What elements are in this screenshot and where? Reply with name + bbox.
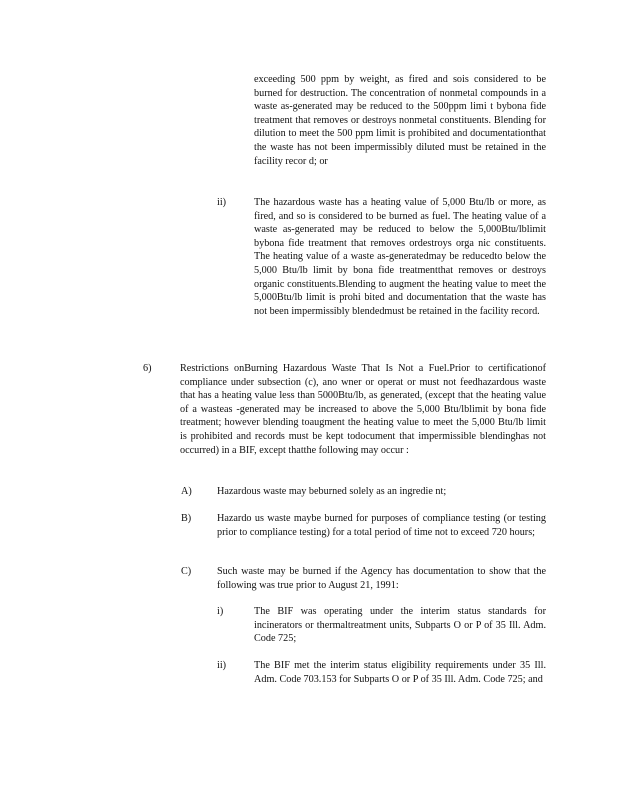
item-c-ii-label: ii): [217, 660, 227, 671]
item-a-label: A): [181, 486, 192, 497]
item-ii-label: ii): [217, 197, 227, 208]
item-c-i-text: The BIF was operating under the interim status standards for incinerators or thermaltreatment units, Subparts O or P of 35 Ill. Adm. Code 725;: [254, 606, 546, 645]
item-c-i-label: i): [217, 606, 224, 617]
item-a-text: Hazardous waste may beburned solely as an ingredie nt;: [217, 486, 447, 497]
item-b-label: B): [181, 513, 192, 524]
section-6-label: 6): [143, 363, 152, 374]
item-c-ii-text: The BIF met the interim status eligibility requirements under 35 Ill. Adm. Code 703.153 for Subparts O or P of 35 Ill. Adm. Code 725; and: [254, 660, 546, 685]
item-c-label: C): [181, 566, 192, 577]
item-ii-text: The hazardous waste has a heating value of 5,000 Btu/lb or more, as fired, and so is considered to be burned as fuel. The heating value of a waste as-generated may be reduced to below the 5,000Btu/lblimit bybona fide treatment that removes ordestroys orga nic constituents. The heating value of a waste as-generatedmay be reducedto below the 5,000 Btu/lb limit by bona fide treatmentthat removes or destroys organic constituents.Blending to augment the heating value to meet the 5,000Btu/lb limit is prohi bited and documentation that the waste has not been impermissibly blendedmust be retained in the facility record.: [254, 197, 546, 317]
continuation-paragraph: exceeding 500 ppm by weight, as fired and sois considered to be burned for destruction. The concentration of nonmetal compounds in a waste as-generated may be reduced to the 500ppm limi t bybona fide treatment that removes or destroys nonmetal constituents. Blending for dilution to meet the 500 ppm limit is prohibited and documentationthat the waste has not been impermissibly diluted must be retained in the facility recor d; or: [254, 74, 546, 167]
section-6-text: Restrictions onBurning Hazardous Waste That Is Not a Fuel.Prior to certificationof compliance under subsection (c), ano wner or operat or must not feedhazardous waste that has a heating value less than 5000Btu/lb, as generated, (except that the heating value of a wasteas -generated may be increased to above the 5,000 Btu/lblimit by bona fide treatment; however blending toaugment the heating value to meet the 5,000 Btu/lb limit is prohibited and records must be kept todocument that impermissible blendinghas not occurred) in a BIF, except thatthe following may occur :: [180, 363, 546, 456]
item-c-text: Such waste may be burned if the Agency has documentation to show that the following was true prior to August 21, 1991:: [217, 566, 546, 591]
item-b-text: Hazardo us waste maybe burned for purposes of compliance testing (or testing prior to compliance testing) for a total period of time not to exceed 720 hours;: [217, 513, 546, 538]
